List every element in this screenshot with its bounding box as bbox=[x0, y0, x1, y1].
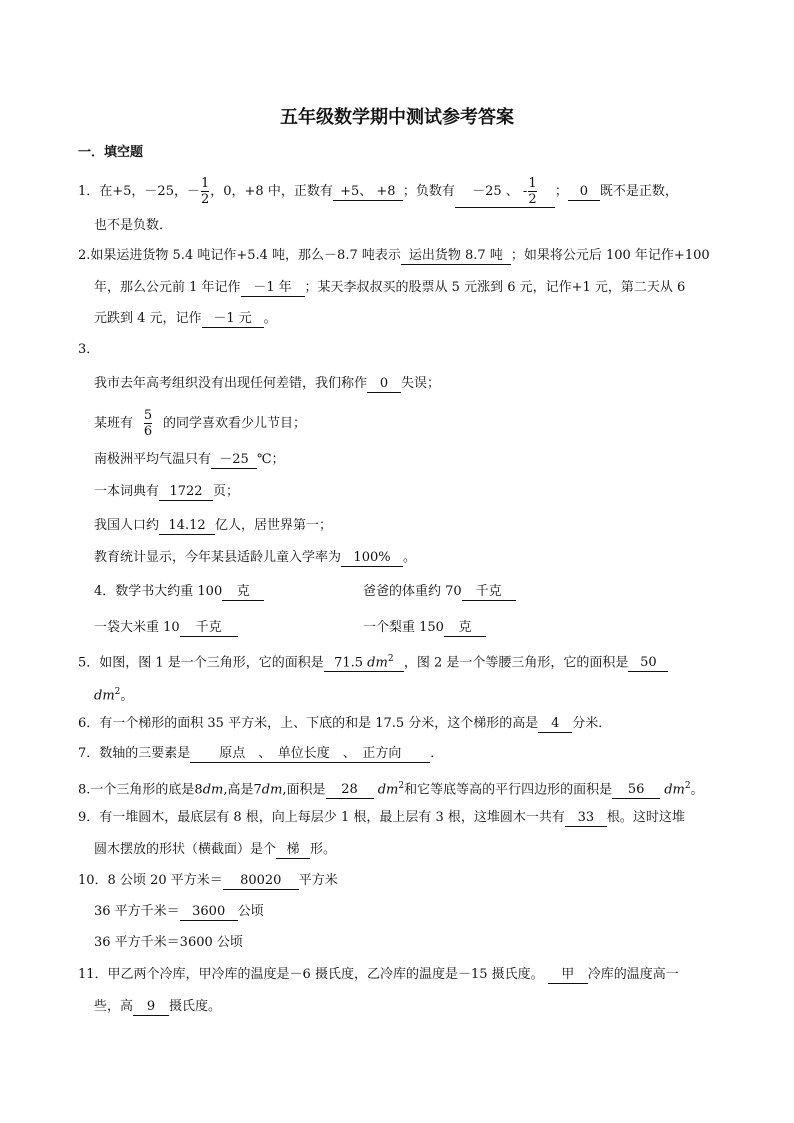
answer-blank: 14.12 bbox=[159, 517, 215, 535]
question-7: 7．数轴的三要素是 原点 、 单位长度 、 正方向 ． bbox=[78, 746, 444, 761]
question-3-line-3: 南极洲平均气温只有 －25 ℃； bbox=[94, 452, 285, 467]
question-8: 8.一个三角形的底是8dm,高是7dm,面积是 28 $dm^2$和它等底等高的平行四边形的面积是 56 $dm^2$。 bbox=[78, 781, 704, 798]
question-10-line-3: 36 平方千米＝3600 公顷 bbox=[94, 935, 243, 950]
answer-blank: 50 bbox=[628, 654, 668, 672]
answer-blank: －1 元 bbox=[202, 310, 264, 328]
answer-blank: +5、 +8 bbox=[333, 183, 403, 201]
answer-blank: 原点 、 单位长度 、 正方向 bbox=[190, 745, 430, 763]
question-3-line-4: 一本词典有 1722 页； bbox=[94, 484, 240, 499]
answer-blank: 71.5 $dm^2$ bbox=[324, 651, 404, 672]
answer-blank: －25 、 - $\frac{1}{2}$ bbox=[455, 176, 555, 208]
answer-blank: 千克 bbox=[462, 583, 516, 601]
question-2-line-2: 年，那么公元前 1 年记作 －1 年 ；某天李叔叔买的股票从 5 元涨到 6 元，记作+1 元，第二天从 6 bbox=[94, 280, 686, 295]
fraction: $\frac{1}{2}$ bbox=[200, 176, 210, 207]
question-4-line-1-right: 爸爸的体重约 70 千克 bbox=[363, 582, 516, 602]
question-4-line-1-left: 4．数学书大约重 100 克 bbox=[94, 582, 264, 602]
answer-blank: －25 bbox=[211, 451, 257, 469]
question-4-line-2-left: 一袋大米重 10 千克 bbox=[94, 618, 238, 638]
question-10-line-2: 36 平方千米＝ 3600 公顷 bbox=[94, 904, 264, 919]
question-2-line-1: 2.如果运进货物 5.4 吨记作+5.4 吨，那么－8.7 吨表示 运出货物 8.7 吨 ；如果将公元后 100 年记作+100 bbox=[78, 248, 710, 263]
answer-blank: 1722 bbox=[159, 483, 213, 501]
answer-blank: 克 bbox=[444, 619, 486, 637]
question-3-line-5: 我国人口约 14.12 亿人，居世界第一； bbox=[94, 518, 333, 533]
answer-blank: 100% bbox=[341, 549, 403, 567]
answer-blank: 3600 bbox=[180, 903, 238, 921]
section-heading: 一．填空题 bbox=[78, 145, 144, 160]
fraction: $\frac{5}{6}$ bbox=[143, 408, 153, 439]
answer-blank: 4 bbox=[538, 715, 572, 733]
answer-blank: 56 bbox=[612, 781, 660, 799]
answer-blank bbox=[133, 408, 163, 439]
answer-blank: －1 年 bbox=[241, 279, 305, 297]
question-1-line-2: 也不是负数． bbox=[94, 218, 173, 233]
answer-blank: 33 bbox=[565, 809, 607, 827]
question-2-line-3: 元跌到 4 元，记作 －1 元 。 bbox=[94, 311, 277, 326]
question-3-number: 3． bbox=[78, 342, 100, 357]
answer-blank: 28 bbox=[326, 781, 374, 799]
answer-blank: 9 bbox=[133, 998, 169, 1016]
answer-blank: 梯 bbox=[276, 841, 310, 859]
question-10-line-1: 10．8 公顷 20 平方米＝ 80020 平方米 bbox=[78, 873, 338, 888]
answer-blank: 0 bbox=[367, 375, 401, 393]
answer-blank: 甲 bbox=[548, 966, 588, 984]
question-3-line-6: 教育统计显示，今年某县适龄儿童入学率为 100% 。 bbox=[94, 550, 417, 565]
question-5-line-1: 5．如图，图 1 是一个三角形，它的面积是 71.5 $dm^2$ ，图 2 是一个等腰三角形，它的面积是 50 bbox=[78, 651, 668, 673]
answer-blank: 运出货物 8.7 吨 bbox=[401, 247, 511, 265]
question-3-line-2: 某班有 $\frac{5}{6}$ 的同学喜欢看少儿节目； bbox=[94, 408, 307, 439]
question-3-line-1: 我市去年高考组织没有出现任何差错，我们称作 0 失误； bbox=[94, 376, 441, 391]
answer-blank: 0 bbox=[568, 183, 600, 201]
question-9-line-1: 9．有一堆圆木，最底层有 8 根，向上每层少 1 根，最上层有 3 根，这堆圆木一共有 33 根。这时这堆 bbox=[78, 810, 685, 825]
question-1-line-1: 1．在+5，－25，－ $\frac{1}{2}$ ，0，+8 中，正数有 +5、 +8 ；负数有 －25 、 - $\frac{1}{2}$ ； 0 既不是正数， bbox=[78, 176, 678, 207]
question-5-line-2: $dm^2$。 bbox=[94, 687, 134, 704]
question-6: 6．有一个梯形的面积 35 平方米，上、下底的和是 17.5 分米，这个梯形的高是 4 分米． bbox=[78, 716, 612, 731]
question-4-line-2-right: 一个梨重 150 克 bbox=[363, 618, 486, 638]
answer-blank: 克 bbox=[222, 583, 264, 601]
question-11-line-2: 些，高 9 摄氏度。 bbox=[94, 999, 222, 1014]
answer-blank: 80020 bbox=[223, 872, 299, 890]
answer-blank: 千克 bbox=[180, 619, 238, 637]
question-9-line-2: 圆木摆放的形状（横截面）是个 梯 形。 bbox=[94, 842, 337, 857]
fraction: $\frac{1}{2}$ bbox=[528, 176, 537, 207]
page-title: 五年级数学期中测试参考答案 bbox=[280, 107, 514, 128]
question-11-line-1: 11．甲乙两个冷库，甲冷库的温度是－6 摄氏度，乙冷库的温度是－15 摄氏度。 甲 冷库的温度高一 bbox=[78, 967, 679, 982]
